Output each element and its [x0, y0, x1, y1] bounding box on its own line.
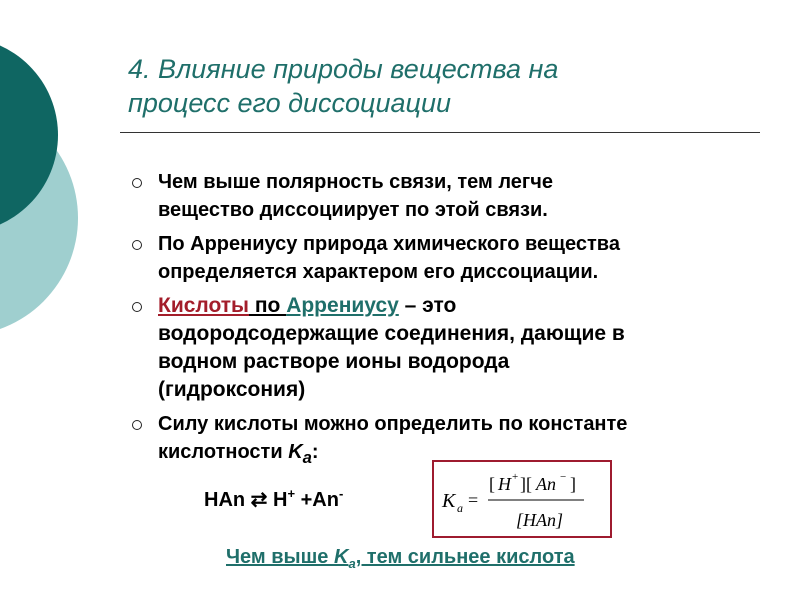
formula-k: K — [442, 490, 456, 512]
bullet-arrhenius-nature — [130, 230, 750, 286]
ka-subscript: a — [302, 448, 312, 467]
num-bracket-mid: ][ — [520, 474, 532, 494]
conclusion-suffix: , тем сильнее кислота — [355, 546, 575, 568]
conclusion-text — [226, 546, 575, 571]
definition-dash: – это — [398, 294, 457, 317]
acids-link[interactable]: Кислоты — [158, 294, 249, 317]
by-word: по — [249, 294, 287, 317]
conclusion-prefix: Чем выше — [226, 546, 334, 568]
bullet-marker-icon — [132, 420, 142, 430]
acidity-word: кислотности — [158, 441, 289, 463]
bullet-1-line-2: вещество диссоциирует по этой связи. — [158, 199, 548, 221]
title-divider — [120, 132, 760, 133]
num-bracket-close: ] — [570, 474, 576, 494]
dissociation-equation — [204, 486, 343, 512]
bullet-polarity — [130, 168, 750, 224]
an-charge: - — [338, 486, 344, 501]
num-bracket-open: [ — [489, 474, 495, 494]
title-line-1: 4. Влияние природы вещества на — [128, 54, 559, 84]
bullet-marker-icon — [132, 178, 142, 188]
bullet-acid-definition — [130, 292, 750, 404]
formula-k-sub: a — [457, 501, 463, 515]
ka-formula — [434, 462, 610, 536]
ka-symbol: K — [288, 441, 303, 463]
product-an: +An — [300, 489, 339, 511]
num-h: H — [498, 474, 511, 494]
conclusion-ka-symbol: K — [334, 546, 349, 568]
product-h: H — [273, 489, 288, 511]
bullet-4-line-1: Силу кислоты можно определить по константе — [158, 413, 628, 435]
bullet-3-line-4: (гидроксония) — [158, 378, 306, 401]
bullet-3-line-1 — [158, 292, 750, 320]
bullet-marker-icon — [132, 240, 142, 250]
bullet-2-line-1: По Аррениусу природа химического вещества — [158, 233, 620, 255]
bullet-3-line-3: водном растворе ионы водорода — [158, 350, 510, 373]
h-charge: + — [287, 486, 296, 501]
denominator-han: [HAn] — [516, 510, 564, 530]
formula-equals: = — [468, 490, 479, 510]
decorative-circles — [0, 0, 120, 340]
bullet-3-line-2: водородсодержащие соединения, дающие в — [158, 322, 625, 345]
bullet-2-line-2: определяется характером его диссоциации. — [158, 261, 599, 283]
num-an: An — [536, 474, 556, 494]
bullet-1-line-1: Чем выше полярность связи, тем легче — [158, 171, 553, 193]
num-h-charge: + — [512, 471, 519, 483]
equilibrium-arrow-icon: ⇄ — [250, 489, 268, 511]
conclusion-ka-sub: a — [348, 556, 356, 571]
reactant-han: HAn — [204, 489, 246, 511]
colon: : — [311, 441, 319, 463]
bullet-list — [130, 168, 750, 478]
ka-formula-box — [432, 460, 612, 538]
title-line-2: процесс его диссоциации — [128, 88, 451, 118]
slide-title — [128, 52, 748, 120]
bullet-marker-icon — [132, 302, 142, 312]
arrhenius-link[interactable]: Аррениусу — [286, 294, 399, 317]
num-an-charge: − — [560, 471, 567, 483]
